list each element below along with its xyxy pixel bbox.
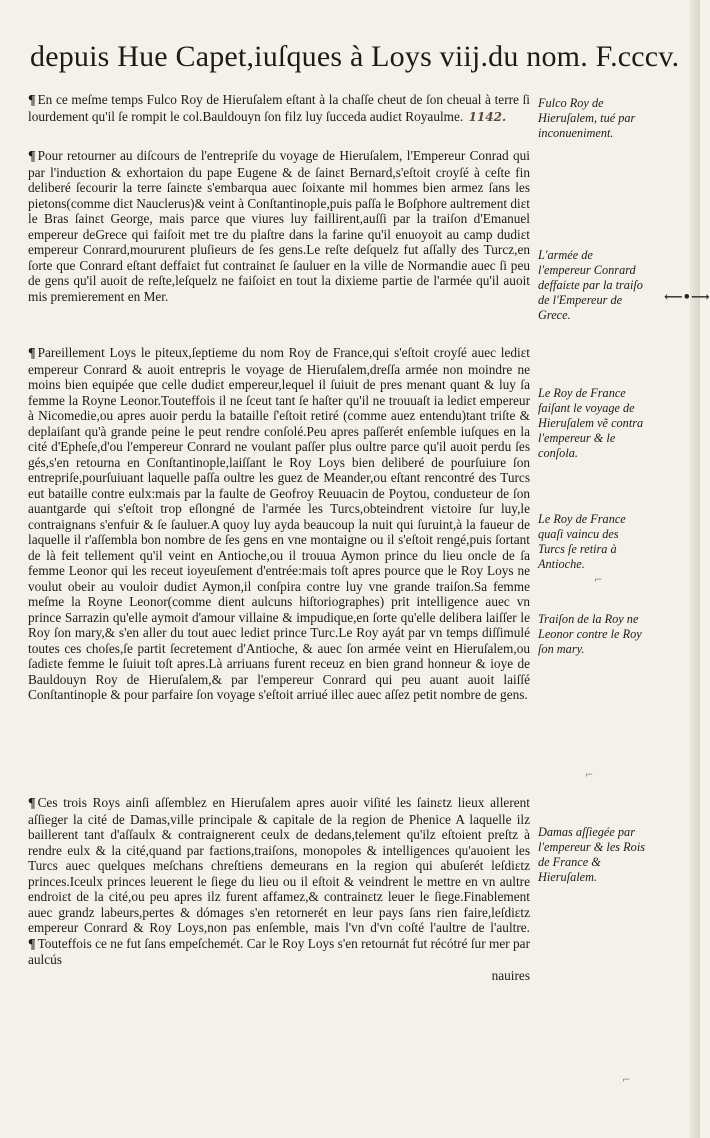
paragraph-3-text: Pareillement Loys le piteux,ſeptieme du nom Roy de France,qui s'eſtoit croyſé auec lediɛt empereur Conrard & auoit entrepris le voyage de Hieruſalem,dreſſa armée non moindre ne moins bien equipée que celle dudiɛt empereur,lequel il ſuiuit de pres menant quant & luy ſa femme la Royne Leonor.Touteffois il ne ſceut tant ſe haſter qu'il ne trouuaſt ia lediɛt empereur à Nicomedie,ou apres auoir perdu la bataille ſ'eſtoit retiré (comme auez entendu)tant triſte & deplaiſant qu'à grande peine le peut rendre conſolé.Peu apres paſſerét enſemble iuſques en la cité d'Epheſe,d'ou l'empereur Conrard ne voulant paſſer plus oultre parce qu'il auoit perdu ſes gés,s'en retourna en Conſtantinople,laiſſant le Roy Loys bien deliberé de pourſuiure ſon entrepriſe,pourſuiuant laquelle paſſa oultre les guez de Meander,ou eſtant rencontré des Turcs eut bataille contre eulx:mais par la faulte de Geofroy Reuuacin de Poytou, conduɛteur de ſon auantgarde qui s'eſtoit trop eſlongné de l'armée les Turcs,obteindrent viɛtoire ſur luy,le contraignans s'enfuir & ſe ſauluer.A quoy luy ayda beaucoup la nuit qui ſuruint,à la faueur de laquelle il r'aſſembla bon nombre de ſes gens en vne montaigne ou il s'eſtoit rengé,puis ſortant de là feit tellement qu'il veint en Antioche,ou il trouua Aymon prince du lieu oncle de ſa femme Leonor qui les receut ioyeuſement d'entrée:mais toſt apres pource que le Roy Loys ne voulut obeir au vouloir dudiɛt Aymon,il conſpira contre luy vne grande traiſon.Sa femme meſme la Royne Leonor(comme dient aulcuns hiſtoriographes) prit intelligence auec vn prince Sarrazin qu'elle aymoit d'amour villaine & impudique,en ſorte qu'elle delibera laiſſer le Roy ſon mary,& s'en aller du tout auec lediɛt prince Turc.Le Roy ayát par vn temps diſſimulé toutes ces choſes,ſe partit ſecretement d'Antioche, & auec ſon armée veint en Hieruſalem,ou ſadiɛte femme le ſuiuit toſt apres.Là arriuans furent receuz en bien grand honneur & ioye de Bauldouyn Roy de Hieruſalem,& par l'empereur Conrard qui peu auant auoit laiſſé Conſtantinople & pour parfaire ſon voyage s'eſtoit arriué illec auec aſſez petit nombre de gens. bbox=[28, 345, 530, 702]
paragraph-1-text: En ce meſme temps Fulco Roy de Hieruſalem eſtant à la chaſſe cheut de ſon cheual à terre ſi lourdement qu'il ſe rompit le col.Bauldouyn ſon filz luy ſucceda audiɛt Royaulme. bbox=[28, 92, 530, 124]
paragraph-2 bbox=[28, 148, 530, 304]
margin-note-damas: Damas aſſiegée par l'empereur & les Rois de France & Hieruſalem. bbox=[538, 825, 646, 884]
page-edge bbox=[690, 0, 700, 1138]
margin-tick-icon: ⌐ bbox=[594, 575, 603, 586]
pilcrow-icon: ¶ bbox=[28, 93, 36, 108]
pilcrow-icon: ¶ bbox=[28, 149, 36, 164]
hand-arrow-icon: ⟵•⟶ bbox=[664, 290, 710, 305]
margin-note-fulco: Fulco Roy de Hieruſalem, tué par inconueniment. bbox=[538, 96, 636, 140]
catchword: nauires bbox=[491, 967, 530, 983]
pilcrow-icon: ¶ bbox=[28, 936, 36, 952]
pilcrow-icon: ¶ bbox=[28, 346, 36, 361]
margin-note-roy-de-france: Le Roy de France faiſant le voyage de Hieruſalem vẽ contra l'empereur & le conſola. bbox=[538, 386, 644, 460]
paragraph-2-text: Pour retourner au diſcours de l'entrepriſe du voyage de Hieruſalem, l'Empereur Conrad qui par l'induɛtion & exhortaion du pape Eugene & de ſainɛt Bernard,s'eſtoit croyſé à ceſte fin deliberé ſecourir la terre ſainɛte s'embarqua auec ſoixante mil hommes bien armez ſans les pietons(comme diɛt Nauclerus)& veint à Conſtantinople,puis paſſa le Boſphore aultrement diɛt le Bras ſainɛt George, mais parce que viures luy faillirent,auſſi par la traiſon d'Emanuel empereur deGrece qui faiſoit met tre du plaſtre dans la farine qu'il enuoyoit au camp dudiɛt empereur Conrard,moururent pluſieurs de ſes gens.Le reſte deſquelz fut aſſally des Turcz,en ſorte que Conrard eſtant deffaiɛt fut contrainɛt ſe ſauluer en la ville de Normandie auec ſi peu de gens qu'il auoit de reſte,leſquelz ne faiſoiɛt en tout la dixieme partie de l'armée qu'il auoit mis premierement en Mer. bbox=[28, 148, 530, 304]
handwritten-year-annotation: 1142. bbox=[468, 109, 507, 124]
pilcrow-icon: ¶ bbox=[28, 796, 36, 811]
margin-note-antioche: Le Roy de France quaſi vaincu des Turcs ſe retira à Antioche. bbox=[538, 512, 626, 571]
paragraph-3 bbox=[28, 345, 530, 703]
margin-note-conrard: L'armée de l'empereur Conrard deffaiɛte par la traiſo de l'Empereur de Grece. bbox=[538, 248, 643, 322]
paragraph-1 bbox=[28, 92, 530, 125]
margin-tick-icon: ⌐ bbox=[622, 1075, 631, 1086]
paragraph-4-tail: Touteffois ce ne fut ſans empeſchemét. Car le Roy Loys s'en retournát fut récótré ſur mer par aulcús bbox=[28, 935, 530, 967]
paragraph-4-text: Ces trois Roys ainſi aſſemblez en Hieruſalem apres auoir viſité les ſainɛtz lieux allerent aſſieger la cité de Damas,ville principale & capitale de la region de Phenice A laquelle ilz baillerent tant d'aſſaulx & contraignerent ceulx de dedans,telement qu'ilz eſtoient preſtz à rendre eulx & la cité,quand par faɛtions,traiſons, monopoles & intelligences qu'auoient les Turcs auec quelques meſchans chreſtiens demeurans en la region qui abuſerét leſdiɛtz princes.Iceulx princes leuerent le ſiege du lieu ou il eſtoit & veindrent le mettre en vn aultre endroiɛt de la cité,ou peu apres ilz furent affamez,& contrainɛtz leuer le ſiege.Finablement auec grandz labeurs,pertes & dómages s'en retornerét en leur pays ſans rien faire,leſdiɛtz empereur Conrard & Roy Loys,non pas enſemble, mais l'vn d'vn coſté l'aultre de l'aultre. bbox=[28, 795, 530, 935]
paragraph-4 bbox=[28, 795, 530, 983]
margin-tick-icon: ⌐ bbox=[585, 770, 594, 781]
margin-note-leonor: Traiſon de la Roy ne Leonor contre le Roy ſon mary. bbox=[538, 612, 642, 656]
running-header: depuis Hue Capet,iuſques à Loys viij.du nom. F.cccv. bbox=[30, 40, 680, 73]
